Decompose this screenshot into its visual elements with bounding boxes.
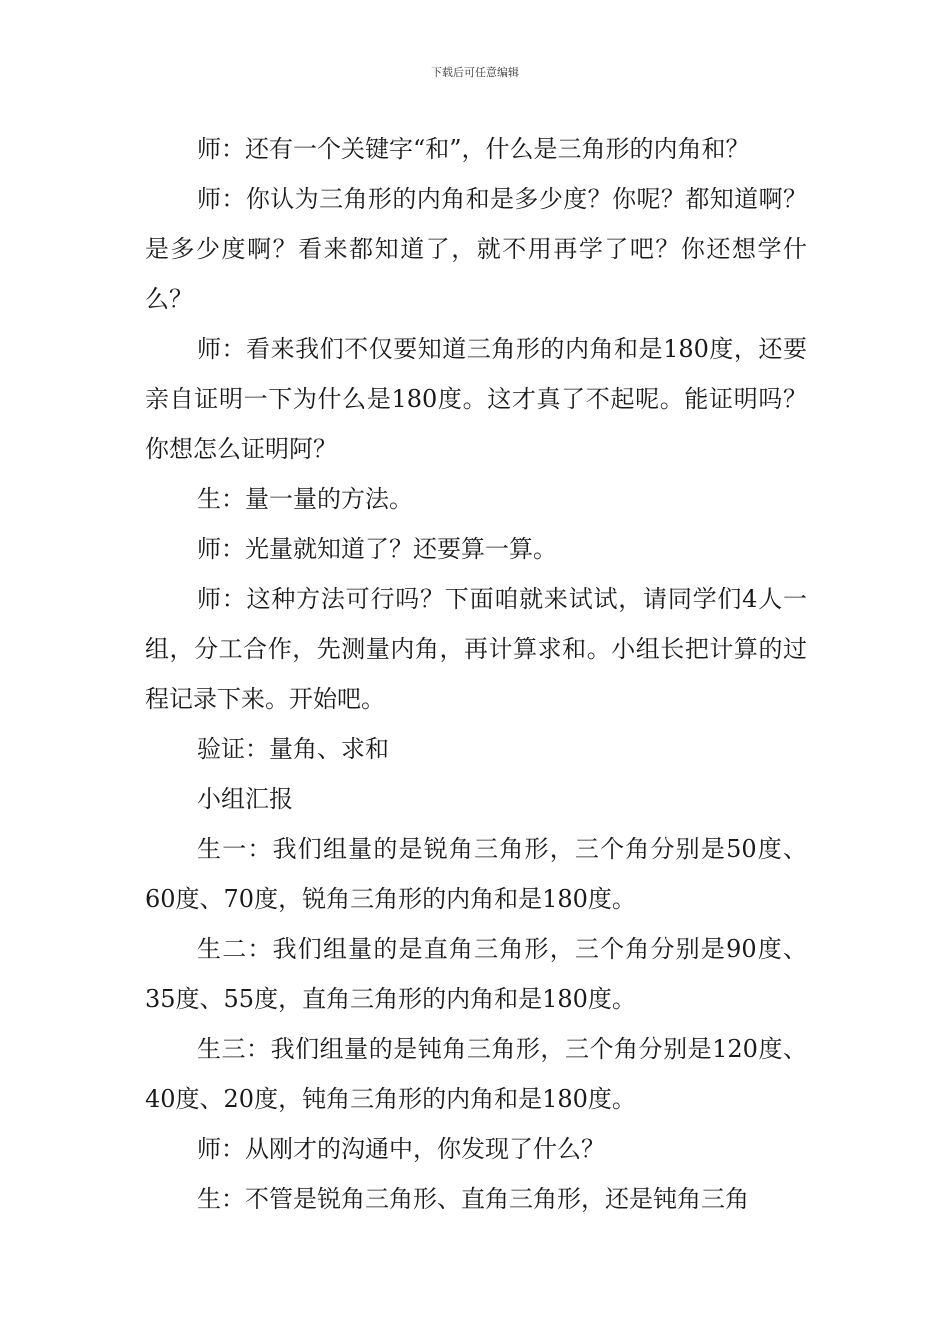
document-body [145,124,807,1224]
paragraph-7: 验证：量角、求和 [197,735,389,763]
paragraph-5: 师：光量就知道了？还要算一算。 [197,535,557,563]
paragraph-3: 师：看来我们不仅要知道三角形的内角和是180度，还要亲自证明一下为什么是180度。这才真了不起呢。能证明吗？你想怎么证明阿？ [145,335,807,463]
paragraph-11: 生三：我们组量的是钝角三角形，三个角分别是120度、40度、20度，钝角三角形的内角和是180度。 [145,1035,807,1113]
paragraph-2: 师：你认为三角形的内角和是多少度？你呢？都知道啊？是多少度啊？看来都知道了，就不用再学了吧？你还想学什么？ [145,185,807,313]
paragraph-10: 生二：我们组量的是直角三角形，三个角分别是90度、35度、55度，直角三角形的内角和是180度。 [145,935,807,1013]
page-header: 下载后可任意编辑 [431,66,519,79]
paragraph-9: 生一：我们组量的是锐角三角形，三个角分别是50度、60度、70度，锐角三角形的内角和是180度。 [145,835,807,913]
paragraph-8: 小组汇报 [197,785,293,813]
paragraph-4: 生：量一量的方法。 [197,485,413,513]
paragraph-1: 师：还有一个关键字“和”，什么是三角形的内角和？ [197,135,750,163]
paragraph-13: 生：不管是锐角三角形、直角三角形，还是钝角三角 [197,1185,749,1213]
paragraph-6: 师：这种方法可行吗？下面咱就来试试，请同学们4人一组，分工合作，先测量内角，再计算求和。小组长把计算的过程记录下来。开始吧。 [145,585,807,713]
paragraph-12: 师：从刚才的沟通中，你发现了什么？ [197,1135,605,1163]
